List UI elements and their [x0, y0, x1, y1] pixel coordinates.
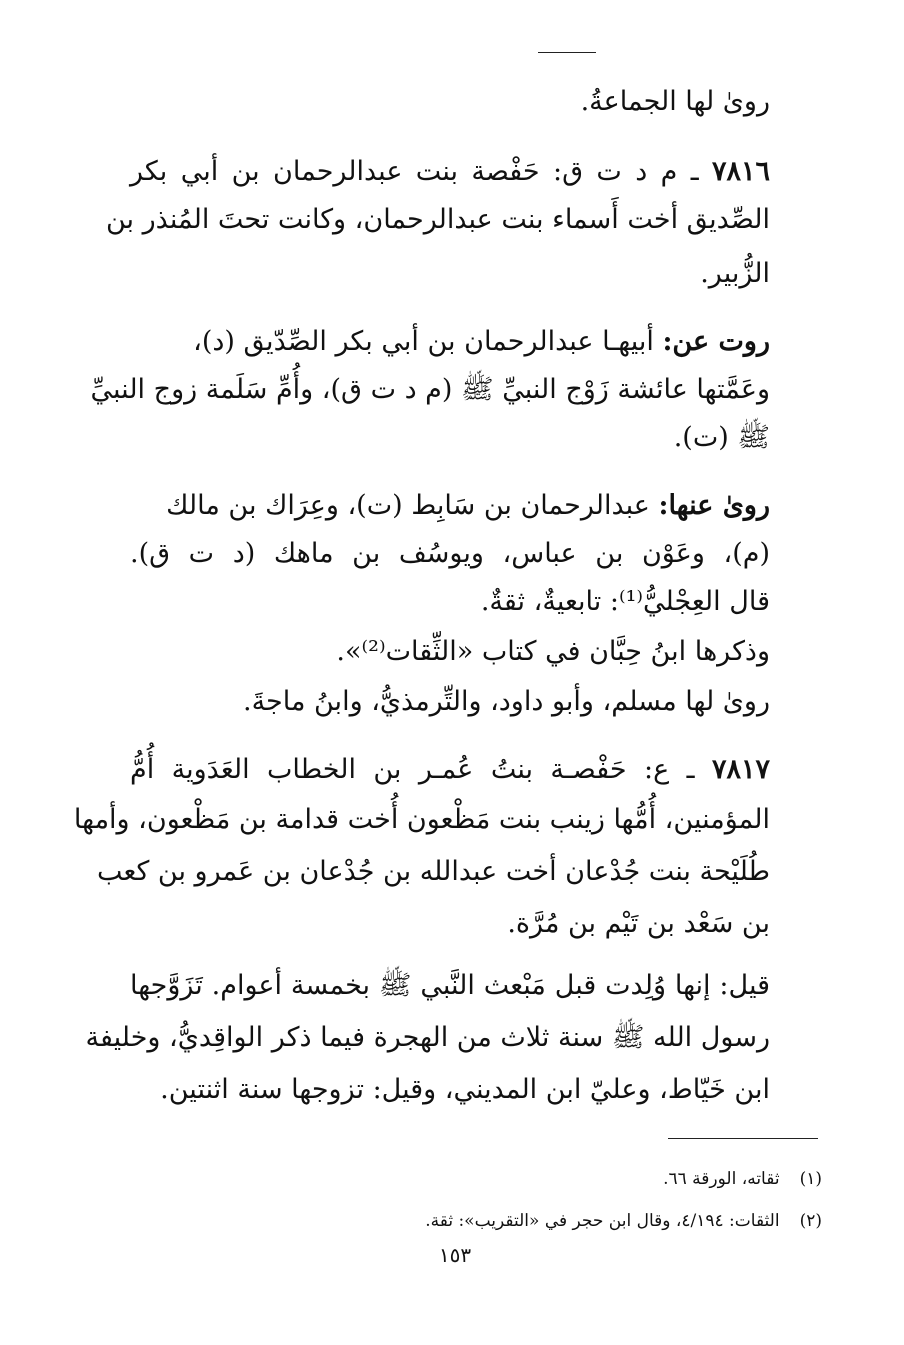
entry-7817-line: طُلَيْحة بنت جُدْعان أخت عبدالله بن جُدْعان بن عَمرو بن كعب [96, 856, 770, 887]
entry-dash: ـ [677, 156, 699, 187]
entry-7817-line: بن سَعْد بن تَيْم بن مُرَّة. [507, 908, 770, 939]
entry-7817-qila-line: قيل: إنها وُلِدت قبل مَبْعث النَّبي ﷺ بخمسة أعوام. تَزَوَّجها [130, 970, 770, 1001]
entry-7816-rawat-line: ﷺ (ت). [673, 422, 770, 453]
hibban-line: وذكرها ابنُ حِبَّان في كتاب «الثِّقات⁽²⁾». [336, 636, 770, 667]
entry-7817-number: ٧٨١٧ [711, 754, 770, 785]
entry-7816-name: حَفْصة بنت عبدالرحمان بن أبي بكر [130, 156, 540, 187]
footnote-text: ثقاته، الورقة ٦٦. [663, 1169, 780, 1189]
entry-7817-codes: ع [653, 754, 670, 785]
entry-7816-line: الصِّديق أخت أَسماء بنت عبدالرحمان، وكانت تحتَ المُنذر بن [105, 204, 770, 235]
footnote [425, 1208, 822, 1234]
top-rule [538, 52, 596, 53]
entry-7816-line: الزُّبير. [700, 258, 770, 289]
entry-7817-qila-line: ابن خَيّاط، وعليّ ابن المديني، وقيل: تزوجها سنة اثنتين. [160, 1074, 770, 1105]
rawa-laha-line: روىٰ لها مسلم، وأبو داود، والتِّرمذيُّ، وابنُ ماجةَ. [242, 686, 770, 717]
entry-dash: ـ [669, 754, 695, 785]
footnote-rule [668, 1138, 818, 1139]
footnote-text: الثقات: ٤/١٩٤، وقال ابن حجر في «التقريب»: ثقة. [425, 1211, 780, 1231]
rawat-label: روت عن: [662, 326, 770, 357]
page-number: ١٥٣ [438, 1243, 472, 1267]
rawa-anha-text: عبدالرحمان بن سَابِط (ت)، وعِرَاك بن مالك [166, 490, 650, 521]
entry-7816-heading: ٧٨١٦ ـ م د ت ق: حَفْصة بنت عبدالرحمان بن أبي بكر [130, 156, 771, 187]
entry-7816-number: ٧٨١٦ [712, 156, 771, 187]
rawat-text: أبيهـا عبدالرحمان بن أبي بكر الصِّدّيق (د)، [193, 326, 654, 357]
entry-7816-rawa-anha-line [166, 486, 770, 526]
entry-7816-codes: م د ت ق [562, 156, 678, 187]
entry-7817-name: حَفْصـة بنتُ عُمـر بن الخطاب العَدَوية أُمُّ [130, 754, 627, 785]
entry-7816-rawa-anha-line: (م)، وعَوْن بن عباس، ويوسُف بن ماهك (د ت ق). [130, 538, 770, 569]
entry-7816-rawat-line: وعَمَّتها عائشة زَوْج النبيِّ ﷺ (م د ت ق)، وأُمِّ سَلَمة زوج النبيِّ [90, 374, 770, 405]
continuation-line: روىٰ لها الجماعةُ. [580, 86, 770, 117]
entry-7817-qila-line: رسول الله ﷺ سنة ثلاث من الهجرة فيما ذكر الواقِديُّ، وخليفة [85, 1022, 770, 1053]
rawa-anha-label: روىٰ عنها: [658, 490, 770, 521]
ijli-line: قال العِجْليُّ⁽¹⁾: تابعيةٌ، ثقةٌ. [480, 586, 770, 617]
entry-7817-heading: ٧٨١٧ ـ ع: حَفْصـة بنتُ عُمـر بن الخطاب العَدَوية أُمُّ [130, 754, 770, 785]
footnote-number: (٢) [799, 1211, 822, 1231]
footnote [663, 1166, 822, 1192]
entry-7817-line: المؤمنين، أُمُّها زينب بنت مَظْعون أُخت قدامة بن مَظْعون، وأمها [73, 804, 770, 835]
footnote-number: (١) [799, 1169, 822, 1189]
entry-7816-rawat-line [193, 322, 770, 362]
